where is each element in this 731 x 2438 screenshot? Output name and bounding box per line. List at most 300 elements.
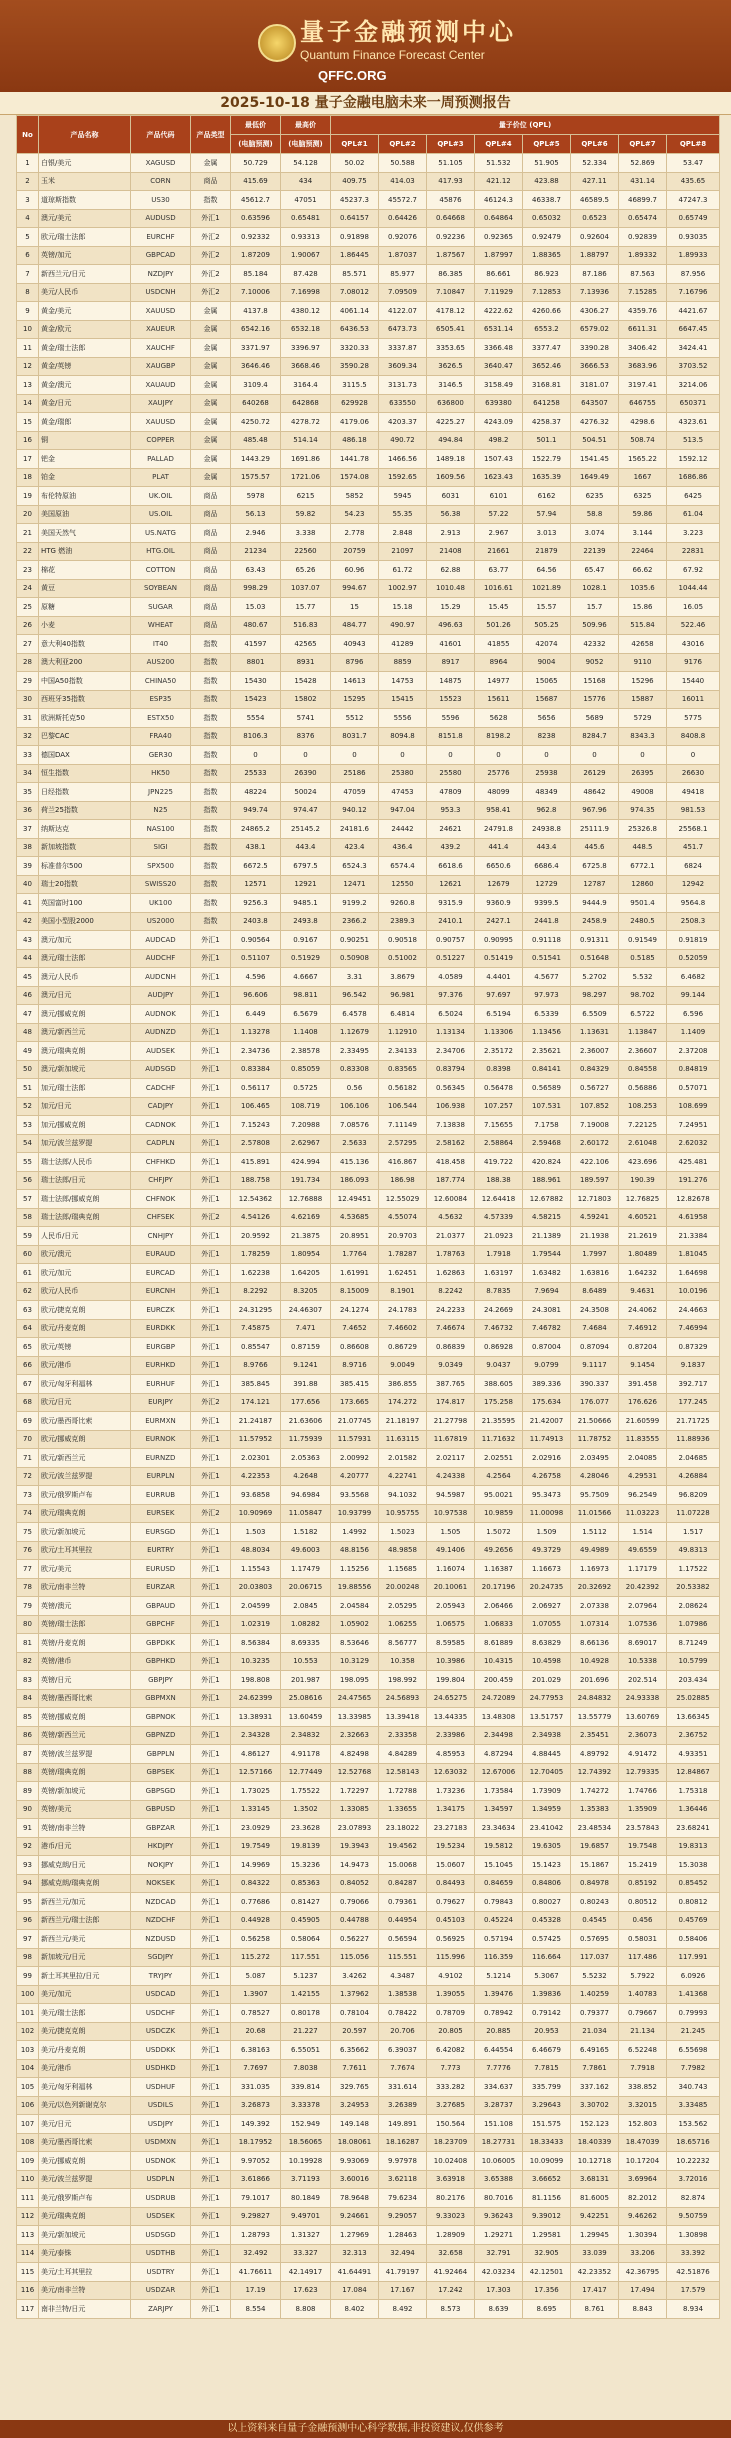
qpl2-cell: 2.57295 (379, 1134, 427, 1153)
row-no-cell: 110 (17, 2170, 39, 2189)
qpl7-cell: 6.52248 (619, 2041, 667, 2060)
table-row (17, 2207, 720, 2226)
qpl6-cell: 643507 (571, 394, 619, 413)
qpl1-cell: 2.5633 (331, 1134, 379, 1153)
qpl6-cell: 25111.9 (571, 820, 619, 839)
qpl1-cell: 15 (331, 598, 379, 617)
qpl2-cell: 490.72 (379, 431, 427, 450)
qpl6-cell: 12787 (571, 875, 619, 894)
product-name-cell: 澳元/瑞士法郎 (39, 949, 131, 968)
qpl1-cell: 115.056 (331, 1948, 379, 1967)
product-name-cell: 澳元/日元 (39, 986, 131, 1005)
qpl8-cell: 96.8209 (667, 1486, 720, 1505)
product-type-cell: 外汇1 (191, 2152, 231, 2171)
qpl5-cell: 10.4598 (523, 1652, 571, 1671)
qpl5-cell: 962.8 (523, 801, 571, 820)
col-symbol-header: 产品代码 (131, 116, 191, 154)
product-name-cell: 欧元/捷克克朗 (39, 1301, 131, 1320)
qpl5-cell: 4.88445 (523, 1745, 571, 1764)
qpl3-cell: 417.93 (427, 172, 475, 191)
high-price-cell: 8931 (281, 653, 331, 672)
table-row (17, 2004, 720, 2023)
qpl6-cell: 21.50666 (571, 1412, 619, 1431)
qpl8-cell: 3703.52 (667, 357, 720, 376)
qpl1-cell: 20759 (331, 542, 379, 561)
qpl8-cell: 1.64698 (667, 1264, 720, 1283)
low-price-cell: 0.84322 (231, 1874, 281, 1893)
qpl2-cell: 6.39037 (379, 2041, 427, 2060)
high-price-cell: 21.227 (281, 2022, 331, 2041)
product-type-cell: 外汇1 (191, 1171, 231, 1190)
table-row (17, 283, 720, 302)
product-type-cell: 金属 (191, 394, 231, 413)
qpl3-cell: 1.505 (427, 1523, 475, 1542)
product-type-cell: 外汇1 (191, 1338, 231, 1357)
qpl8-cell: 0.57071 (667, 1079, 720, 1098)
product-name-cell: 英镑/南非兰特 (39, 1819, 131, 1838)
high-price-cell: 2.05363 (281, 1449, 331, 1468)
low-price-cell: 438.1 (231, 838, 281, 857)
low-price-cell: 5.087 (231, 1967, 281, 1986)
qpl5-cell: 11.74913 (523, 1430, 571, 1449)
qpl2-cell: 18.16287 (379, 2133, 427, 2152)
qpl8-cell: 42.51876 (667, 2263, 720, 2282)
product-symbol-cell: PALLAD (131, 450, 191, 469)
product-symbol-cell: US30 (131, 191, 191, 210)
table-row (17, 1911, 720, 1930)
qpl6-cell: 65.47 (571, 561, 619, 580)
qpl2-cell: 490.97 (379, 616, 427, 635)
high-price-cell: 6532.18 (281, 320, 331, 339)
qpl1-cell: 4179.06 (331, 413, 379, 432)
qpl1-cell: 1.15256 (331, 1560, 379, 1579)
product-type-cell: 金属 (191, 320, 231, 339)
row-no-cell: 26 (17, 616, 39, 635)
qpl7-cell: 21.134 (619, 2022, 667, 2041)
qpl2-cell: 6473.73 (379, 320, 427, 339)
qpl5-cell: 6686.4 (523, 857, 571, 876)
qpl5-cell: 7.12853 (523, 283, 571, 302)
qpl8-cell: 87.956 (667, 265, 720, 284)
row-no-cell: 106 (17, 2096, 39, 2115)
table-row (17, 1652, 720, 1671)
product-name-cell: 美元/泰铢 (39, 2244, 131, 2263)
qpl3-cell: 1.62863 (427, 1264, 475, 1283)
qpl4-cell: 7.15655 (475, 1116, 523, 1135)
qpl8-cell: 1.36446 (667, 1800, 720, 1819)
qpl8-cell: 6.4682 (667, 968, 720, 987)
qpl5-cell: 95.3473 (523, 1486, 571, 1505)
product-name-cell: 挪威克朗/日元 (39, 1856, 131, 1875)
product-type-cell: 指数 (191, 191, 231, 210)
qpl8-cell: 0.45769 (667, 1911, 720, 1930)
qpl6-cell: 15.7 (571, 598, 619, 617)
high-price-cell: 0.65481 (281, 209, 331, 228)
qpl6-cell: 0.51648 (571, 949, 619, 968)
qpl6-cell: 6579.02 (571, 320, 619, 339)
product-name-cell: 英镑/新西兰元 (39, 1726, 131, 1745)
low-price-cell: 6.38163 (231, 2041, 281, 2060)
qpl7-cell: 108.253 (619, 1097, 667, 1116)
qpl5-cell: 335.799 (523, 2078, 571, 2097)
high-price-cell: 4278.72 (281, 413, 331, 432)
qpl1-cell: 7.08576 (331, 1116, 379, 1135)
qpl7-cell: 9501.4 (619, 894, 667, 913)
qpl7-cell: 8.843 (619, 2300, 667, 2319)
qpl2-cell: 8859 (379, 653, 427, 672)
qpl5-cell: 3.013 (523, 524, 571, 543)
product-name-cell: 美元/墨西哥比索 (39, 2133, 131, 2152)
high-price-cell: 87.428 (281, 265, 331, 284)
qpl4-cell: 12.67006 (475, 1763, 523, 1782)
qpl2-cell: 5945 (379, 487, 427, 506)
product-name-cell: 美国小型股2000 (39, 912, 131, 931)
table-row (17, 949, 720, 968)
qpl1-cell: 2.04584 (331, 1597, 379, 1616)
qpl6-cell: 0.79377 (571, 2004, 619, 2023)
table-row (17, 2152, 720, 2171)
qpl5-cell: 3168.81 (523, 376, 571, 395)
qpl3-cell: 2.58162 (427, 1134, 475, 1153)
qpl7-cell: 0.85192 (619, 1874, 667, 1893)
qpl6-cell: 0.80243 (571, 1893, 619, 1912)
low-price-cell: 63.43 (231, 561, 281, 580)
qpl5-cell: 0.84806 (523, 1874, 571, 1893)
qpl4-cell: 1.5072 (475, 1523, 523, 1542)
qpl6-cell: 4276.32 (571, 413, 619, 432)
product-symbol-cell: JPN225 (131, 783, 191, 802)
qpl7-cell: 9.1454 (619, 1356, 667, 1375)
center-url[interactable]: QFFC.ORG (318, 68, 387, 83)
product-type-cell: 指数 (191, 857, 231, 876)
qpl7-cell: 19.7548 (619, 1837, 667, 1856)
low-price-cell: 6.449 (231, 1005, 281, 1024)
product-type-cell: 外汇1 (191, 1430, 231, 1449)
product-symbol-cell: CADPLN (131, 1134, 191, 1153)
qpl5-cell: 1021.89 (523, 579, 571, 598)
qpl4-cell: 25776 (475, 764, 523, 783)
row-no-cell: 52 (17, 1097, 39, 1116)
qpl6-cell: 6.5509 (571, 1005, 619, 1024)
qpl3-cell: 4.9102 (427, 1967, 475, 1986)
product-name-cell: 澳元/美元 (39, 209, 131, 228)
product-name-cell: 瑞士法郎/挪威克朗 (39, 1190, 131, 1209)
high-price-cell: 7.8038 (281, 2059, 331, 2078)
qpl5-cell: 15687 (523, 690, 571, 709)
qpl2-cell: 0.56182 (379, 1079, 427, 1098)
qpl2-cell: 1.62451 (379, 1264, 427, 1283)
qpl5-cell: 107.531 (523, 1097, 571, 1116)
qpl4-cell: 8198.2 (475, 727, 523, 746)
product-name-cell: 美元/俄罗斯卢布 (39, 2189, 131, 2208)
qpl2-cell: 8.56777 (379, 1634, 427, 1653)
qpl1-cell: 0.90251 (331, 931, 379, 950)
qpl7-cell: 0 (619, 746, 667, 765)
qpl7-cell: 5.532 (619, 968, 667, 987)
high-price-cell: 3668.46 (281, 357, 331, 376)
table-row (17, 2133, 720, 2152)
product-name-cell: 加元/波兰兹罗提 (39, 1134, 131, 1153)
qpl5-cell: 64.56 (523, 561, 571, 580)
qpl1-cell: 19.3943 (331, 1837, 379, 1856)
qpl6-cell: 2.07338 (571, 1597, 619, 1616)
qpl8-cell: 25.02885 (667, 1689, 720, 1708)
qpl7-cell: 6325 (619, 487, 667, 506)
qpl4-cell: 639380 (475, 394, 523, 413)
qpl3-cell: 49.1406 (427, 1541, 475, 1560)
qpl1-cell: 149.148 (331, 2115, 379, 2134)
qpl7-cell: 448.5 (619, 838, 667, 857)
product-name-cell: 中国A50指数 (39, 672, 131, 691)
qpl5-cell: 1.29581 (523, 2226, 571, 2245)
qpl3-cell: 7.46674 (427, 1319, 475, 1338)
qpl7-cell: 0.56886 (619, 1079, 667, 1098)
qpl6-cell: 95.7509 (571, 1486, 619, 1505)
low-price-cell: 13.38931 (231, 1708, 281, 1727)
qpl2-cell: 0.51002 (379, 949, 427, 968)
qpl3-cell: 18.23709 (427, 2133, 475, 2152)
high-price-cell: 4.62169 (281, 1208, 331, 1227)
product-symbol-cell: ESTX50 (131, 709, 191, 728)
product-symbol-cell: SGDJPY (131, 1948, 191, 1967)
qpl2-cell: 0.92076 (379, 228, 427, 247)
qpl6-cell: 46589.5 (571, 191, 619, 210)
row-no-cell: 61 (17, 1264, 39, 1283)
high-price-cell: 0.5725 (281, 1079, 331, 1098)
high-price-cell: 974.47 (281, 801, 331, 820)
qpl4-cell: 6101 (475, 487, 523, 506)
high-price-cell: 2.0845 (281, 1597, 331, 1616)
qpl2-cell: 0 (379, 746, 427, 765)
table-row (17, 1412, 720, 1431)
qpl4-cell: 24.72089 (475, 1689, 523, 1708)
product-symbol-cell: NZDCAD (131, 1893, 191, 1912)
table-row (17, 2022, 720, 2041)
qpl2-cell: 23.18022 (379, 1819, 427, 1838)
qpl2-cell: 1.72788 (379, 1782, 427, 1801)
table-row (17, 1301, 720, 1320)
qpl2-cell: 3.62118 (379, 2170, 427, 2189)
qpl3-cell: 1010.48 (427, 579, 475, 598)
qpl3-cell: 8.573 (427, 2300, 475, 2319)
row-no-cell: 75 (17, 1523, 39, 1542)
qpl4-cell: 3366.48 (475, 339, 523, 358)
high-price-cell: 1.08282 (281, 1615, 331, 1634)
qpl6-cell: 6725.8 (571, 857, 619, 876)
qpl1-cell: 0 (331, 746, 379, 765)
qpl3-cell: 21.0377 (427, 1227, 475, 1246)
qpl7-cell: 10.5338 (619, 1652, 667, 1671)
qpl8-cell: 15.3038 (667, 1856, 720, 1875)
qpl7-cell: 11.83555 (619, 1430, 667, 1449)
qpl5-cell: 0.57425 (523, 1930, 571, 1949)
product-name-cell: 布伦特原油 (39, 487, 131, 506)
qpl3-cell: 1489.18 (427, 450, 475, 469)
qpl7-cell: 7.15285 (619, 283, 667, 302)
product-symbol-cell: XAUUSD (131, 413, 191, 432)
qpl5-cell: 42074 (523, 635, 571, 654)
qpl3-cell: 97.376 (427, 986, 475, 1005)
product-name-cell: 欧元/人民币 (39, 1282, 131, 1301)
product-name-cell: 黄金/瑞士法郎 (39, 339, 131, 358)
qpl8-cell: 1592.12 (667, 450, 720, 469)
qpl5-cell: 0.87004 (523, 1338, 571, 1357)
product-name-cell: 欧元/南非兰特 (39, 1578, 131, 1597)
qpl5-cell: 2441.8 (523, 912, 571, 931)
qpl5-cell: 12.70405 (523, 1763, 571, 1782)
product-name-cell: 欧元/波兰兹罗提 (39, 1467, 131, 1486)
qpl8-cell: 19.8313 (667, 1837, 720, 1856)
qpl1-cell: 24.1274 (331, 1301, 379, 1320)
qpl8-cell: 4.93351 (667, 1745, 720, 1764)
qpl5-cell: 9399.5 (523, 894, 571, 913)
qpl5-cell: 1.509 (523, 1523, 571, 1542)
qpl1-cell: 40943 (331, 635, 379, 654)
row-no-cell: 47 (17, 1005, 39, 1024)
qpl3-cell: 24.65275 (427, 1689, 475, 1708)
high-price-cell: 20.06715 (281, 1578, 331, 1597)
qpl7-cell: 96.2549 (619, 1486, 667, 1505)
row-no-cell: 97 (17, 1930, 39, 1949)
qpl2-cell: 94.1032 (379, 1486, 427, 1505)
product-symbol-cell: EURPLN (131, 1467, 191, 1486)
qpl4-cell: 1016.61 (475, 579, 523, 598)
qpl8-cell: 203.434 (667, 1671, 720, 1690)
qpl6-cell: 6.49165 (571, 2041, 619, 2060)
row-no-cell: 23 (17, 561, 39, 580)
product-type-cell: 外汇1 (191, 1819, 231, 1838)
row-no-cell: 94 (17, 1874, 39, 1893)
qpl3-cell: 20.805 (427, 2022, 475, 2041)
qpl2-cell: 1.38538 (379, 1985, 427, 2004)
table-row (17, 561, 720, 580)
product-name-cell: 英镑/日元 (39, 1671, 131, 1690)
table-row (17, 1819, 720, 1838)
product-name-cell: 港币/日元 (39, 1837, 131, 1856)
qpl7-cell: 1.35909 (619, 1800, 667, 1819)
qpl1-cell: 1.61991 (331, 1264, 379, 1283)
qpl4-cell: 5628 (475, 709, 523, 728)
qpl6-cell: 189.597 (571, 1171, 619, 1190)
qpl3-cell: 41601 (427, 635, 475, 654)
high-price-cell: 3396.97 (281, 339, 331, 358)
qpl4-cell: 95.0021 (475, 1486, 523, 1505)
high-price-cell: 9.49701 (281, 2207, 331, 2226)
product-type-cell: 外汇1 (191, 1116, 231, 1135)
qpl3-cell: 418.458 (427, 1153, 475, 1172)
low-price-cell: 20.9592 (231, 1227, 281, 1246)
qpl6-cell: 1649.49 (571, 468, 619, 487)
qpl1-cell: 20.8951 (331, 1227, 379, 1246)
row-no-cell: 31 (17, 709, 39, 728)
row-no-cell: 82 (17, 1652, 39, 1671)
qpl7-cell: 508.74 (619, 431, 667, 450)
qpl1-cell: 2.33495 (331, 1042, 379, 1061)
forecast-table-body (17, 154, 720, 2319)
qpl8-cell: 3214.06 (667, 376, 720, 395)
qpl2-cell: 106.544 (379, 1097, 427, 1116)
low-price-cell: 415.69 (231, 172, 281, 191)
table-row (17, 2300, 720, 2319)
qpl4-cell: 7.7776 (475, 2059, 523, 2078)
qpl1-cell: 486.18 (331, 431, 379, 450)
qpl4-cell: 2.34498 (475, 1726, 523, 1745)
row-no-cell: 7 (17, 265, 39, 284)
qpl6-cell: 10.12718 (571, 2152, 619, 2171)
product-name-cell: 瑞士法郎/人民币 (39, 1153, 131, 1172)
qpl6-cell: 15168 (571, 672, 619, 691)
product-type-cell: 指数 (191, 709, 231, 728)
qpl6-cell: 1.29945 (571, 2226, 619, 2245)
qpl1-cell: 3.24953 (331, 2096, 379, 2115)
qpl2-cell: 21.18197 (379, 1412, 427, 1431)
low-price-cell: 41597 (231, 635, 281, 654)
product-type-cell: 外汇1 (191, 1930, 231, 1949)
qpl6-cell: 12.74392 (571, 1763, 619, 1782)
low-price-cell: 2.57808 (231, 1134, 281, 1153)
product-symbol-cell: AUDUSD (131, 209, 191, 228)
low-price-cell: 8.554 (231, 2300, 281, 2319)
qpl2-cell: 115.551 (379, 1948, 427, 1967)
qpl1-cell: 423.4 (331, 838, 379, 857)
qpl3-cell: 0.79627 (427, 1893, 475, 1912)
product-symbol-cell: USDCHF (131, 2004, 191, 2023)
qpl4-cell: 2.35172 (475, 1042, 523, 1061)
qpl1-cell: 415.136 (331, 1153, 379, 1172)
high-price-cell: 21.3875 (281, 1227, 331, 1246)
qpl6-cell: 176.077 (571, 1393, 619, 1412)
qpl5-cell: 97.973 (523, 986, 571, 1005)
product-name-cell: 欧元/瑞士法郎 (39, 228, 131, 247)
table-row (17, 1319, 720, 1338)
product-symbol-cell: EURCZK (131, 1301, 191, 1320)
table-row (17, 1708, 720, 1727)
qpl8-cell: 1.1409 (667, 1023, 720, 1042)
qpl6-cell: 3.68131 (571, 2170, 619, 2189)
table-row (17, 468, 720, 487)
product-name-cell: 澳元/人民币 (39, 968, 131, 987)
qpl3-cell: 12.60084 (427, 1190, 475, 1209)
qpl6-cell: 2458.9 (571, 912, 619, 931)
product-name-cell: 新西兰元/瑞士法郎 (39, 1911, 131, 1930)
low-price-cell: 0.85547 (231, 1338, 281, 1357)
qpl4-cell: 2.58864 (475, 1134, 523, 1153)
table-row (17, 1967, 720, 1986)
qpl6-cell: 5.2702 (571, 968, 619, 987)
qpl3-cell: 1.39055 (427, 1985, 475, 2004)
product-symbol-cell: USDMXN (131, 2133, 191, 2152)
table-row (17, 1523, 720, 1542)
high-price-cell: 3.33378 (281, 2096, 331, 2115)
qpl4-cell: 2.967 (475, 524, 523, 543)
qpl3-cell: 1.06575 (427, 1615, 475, 1634)
qpl3-cell: 6031 (427, 487, 475, 506)
qpl7-cell: 1667 (619, 468, 667, 487)
qpl6-cell: 21.1938 (571, 1227, 619, 1246)
qpl1-cell: 48.8156 (331, 1541, 379, 1560)
product-name-cell: 美元/丹麦克朗 (39, 2041, 131, 2060)
qpl2-cell: 1.12910 (379, 1023, 427, 1042)
row-no-cell: 28 (17, 653, 39, 672)
product-name-cell: 英镑/新加坡元 (39, 1782, 131, 1801)
qpl3-cell: 0.83794 (427, 1060, 475, 1079)
low-price-cell: 0.51107 (231, 949, 281, 968)
qpl6-cell: 49.4989 (571, 1541, 619, 1560)
qpl7-cell: 23.57843 (619, 1819, 667, 1838)
qpl1-cell: 2366.2 (331, 912, 379, 931)
qpl4-cell: 15611 (475, 690, 523, 709)
row-no-cell: 37 (17, 820, 39, 839)
